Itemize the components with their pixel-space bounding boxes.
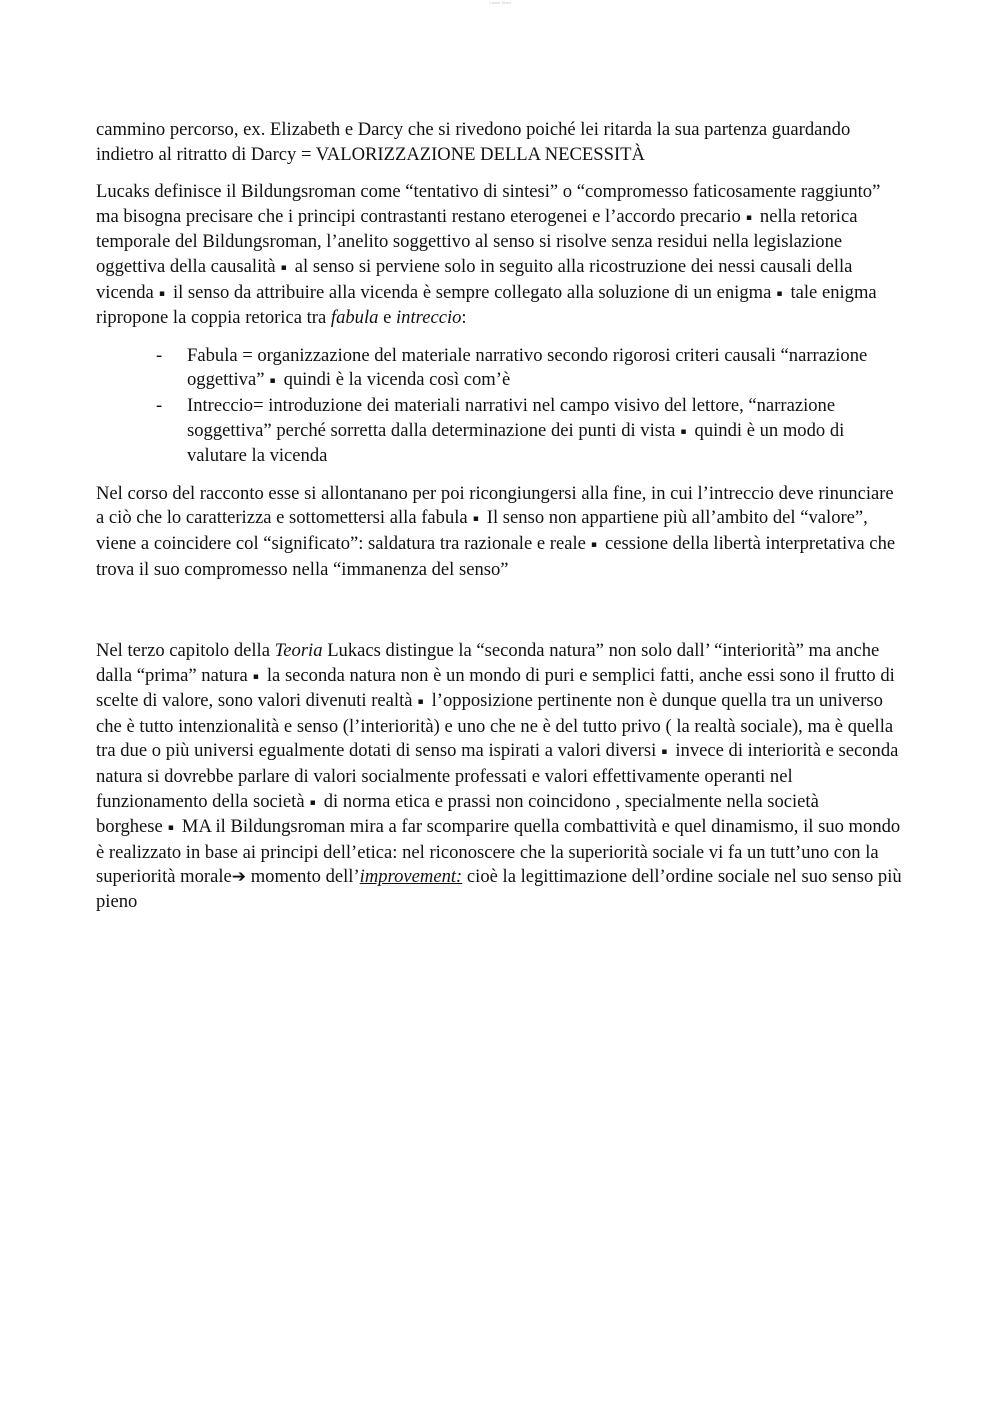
sentence: cessione della libertà interpretativa che trova il suo compromesso nella “immanenza del senso” bbox=[96, 532, 896, 580]
colon: : bbox=[461, 307, 467, 329]
sentence: tale enigma ripropone la coppia retorica tra bbox=[96, 281, 877, 329]
paragraph-gap bbox=[96, 582, 904, 639]
list-dash: - bbox=[156, 394, 163, 416]
list-item-fabula bbox=[96, 344, 904, 394]
separator-bullet: ▪ bbox=[269, 376, 276, 387]
conjunction: e bbox=[383, 307, 392, 329]
sentence: MA il Bildungsroman mira a far scomparire quella combattività e quel dinamismo, il suo mondo è realizzato in base ai principi dell’etica: nel riconoscere che la superiorità sociale vi fa un tutt’uno con la superiorità morale bbox=[96, 816, 901, 888]
separator-bullet: ▪ bbox=[158, 288, 165, 299]
sentence: momento dell’ bbox=[250, 866, 360, 888]
term-fabula: fabula bbox=[330, 307, 379, 329]
right-arrow-icon: ➔ bbox=[231, 867, 247, 888]
separator-bullet: ▪ bbox=[661, 747, 668, 758]
sentence: invece di interiorità e seconda natura si dovrebbe parlare di valori socialmente professati e valori effettivamente operanti nel funzionamento della società bbox=[96, 740, 899, 812]
sentence: nella retorica temporale del Bildungsroman, l’anelito soggettivo al senso si risolve senza residui nella legislazione oggettiva della causalità bbox=[96, 205, 858, 277]
sentence: Nel corso del racconto esse si allontanano per poi ricongiungersi alla fine, in cui l’intreccio deve rinunciare a ciò che lo caratterizza e sottomettersi alla fabula bbox=[96, 482, 894, 529]
document-body bbox=[96, 118, 904, 915]
separator-bullet: ▪ bbox=[745, 212, 752, 223]
sentence: l’opposizione pertinente non è dunque quella tra un universo che è tutto intenzionalità e senso (l’interiorità) e uno che ne è del tutto privo ( la realtà sociale), ma è quella tra due o più universi egualmente dotati di senso ma ispirati a valori diversi bbox=[96, 690, 894, 762]
sentence: Nel terzo capitolo della bbox=[96, 640, 270, 662]
sentence: il senso da attribuire alla vicenda è sempre collegato alla soluzione di un enigma bbox=[172, 281, 772, 303]
paragraph-teoria bbox=[96, 639, 904, 915]
list-item-text: quindi è la vicenda così com’è bbox=[283, 369, 511, 391]
separator-bullet: ▪ bbox=[776, 288, 783, 299]
sentence: la seconda natura non è un mondo di puri e semplici fatti, anche essi sono il frutto di scelte di valore, sono valori divenuti realtà bbox=[96, 664, 895, 712]
list-item-text: quindi è un modo di valutare la vicenda bbox=[187, 419, 845, 467]
sentence: Lukacs distingue la “seconda natura” non solo dall’ “interiorità” ma anche dalla “prima” natura bbox=[96, 640, 880, 686]
sentence: Il senso non appartiene più all’ambito del “valore”, viene a coincidere col “significato”: saldatura tra razionale e reale bbox=[96, 507, 868, 554]
sentence: al senso si perviene solo in seguito alla ricostruzione dei nessi causali della vicenda bbox=[96, 255, 853, 303]
list-item-intreccio bbox=[96, 394, 904, 469]
paragraph-lukacs-definition bbox=[96, 180, 904, 331]
separator-bullet: ▪ bbox=[280, 262, 287, 273]
term-improvement: improvement: bbox=[359, 866, 463, 888]
list-item-text: Fabula = organizzazione del materiale narrativo secondo rigorosi criteri causali “narrazione oggettiva” bbox=[187, 344, 868, 391]
separator-bullet: ▪ bbox=[417, 697, 424, 708]
sentence: cioè la legittimazione dell’ordine sociale nel suo senso più pieno bbox=[96, 866, 902, 913]
definition-list bbox=[96, 344, 904, 469]
separator-bullet: ▪ bbox=[167, 823, 174, 834]
sentence: di norma etica e prassi non coincidono , specialmente nella società borghese bbox=[96, 790, 819, 838]
paragraph-intro bbox=[96, 118, 904, 167]
term-teoria: Teoria bbox=[274, 640, 323, 662]
list-item-text: Intreccio= introduzione dei materiali narrativi nel campo visivo del lettore, “narrazione soggettiva” perché sorretta dalla determinazione dei punti di vista bbox=[187, 394, 836, 441]
separator-bullet: ▪ bbox=[252, 671, 259, 682]
sentence: Lucaks definisce il Bildungsroman come “tentativo di sintesi” o “compromesso faticosamente raggiunto” ma bisogna precisare che i principi contrastanti restano eterogenei e l’accordo precario bbox=[96, 181, 881, 227]
separator-bullet: ▪ bbox=[309, 797, 316, 808]
term-intreccio: intreccio bbox=[396, 307, 462, 329]
header-watermark: Lavori Word bbox=[489, 0, 511, 5]
separator-bullet: ▪ bbox=[590, 539, 597, 550]
separator-bullet: ▪ bbox=[472, 514, 479, 525]
list-dash: - bbox=[156, 344, 163, 366]
separator-bullet: ▪ bbox=[680, 426, 687, 437]
paragraph-racconto bbox=[96, 482, 904, 582]
paragraph-text: cammino percorso, ex. Elizabeth e Darcy che si rivedono poiché lei ritarda la sua partenza guardando indietro al ritratto di Darcy = VALORIZZAZIONE DELLA NECESSITÀ bbox=[96, 119, 851, 165]
